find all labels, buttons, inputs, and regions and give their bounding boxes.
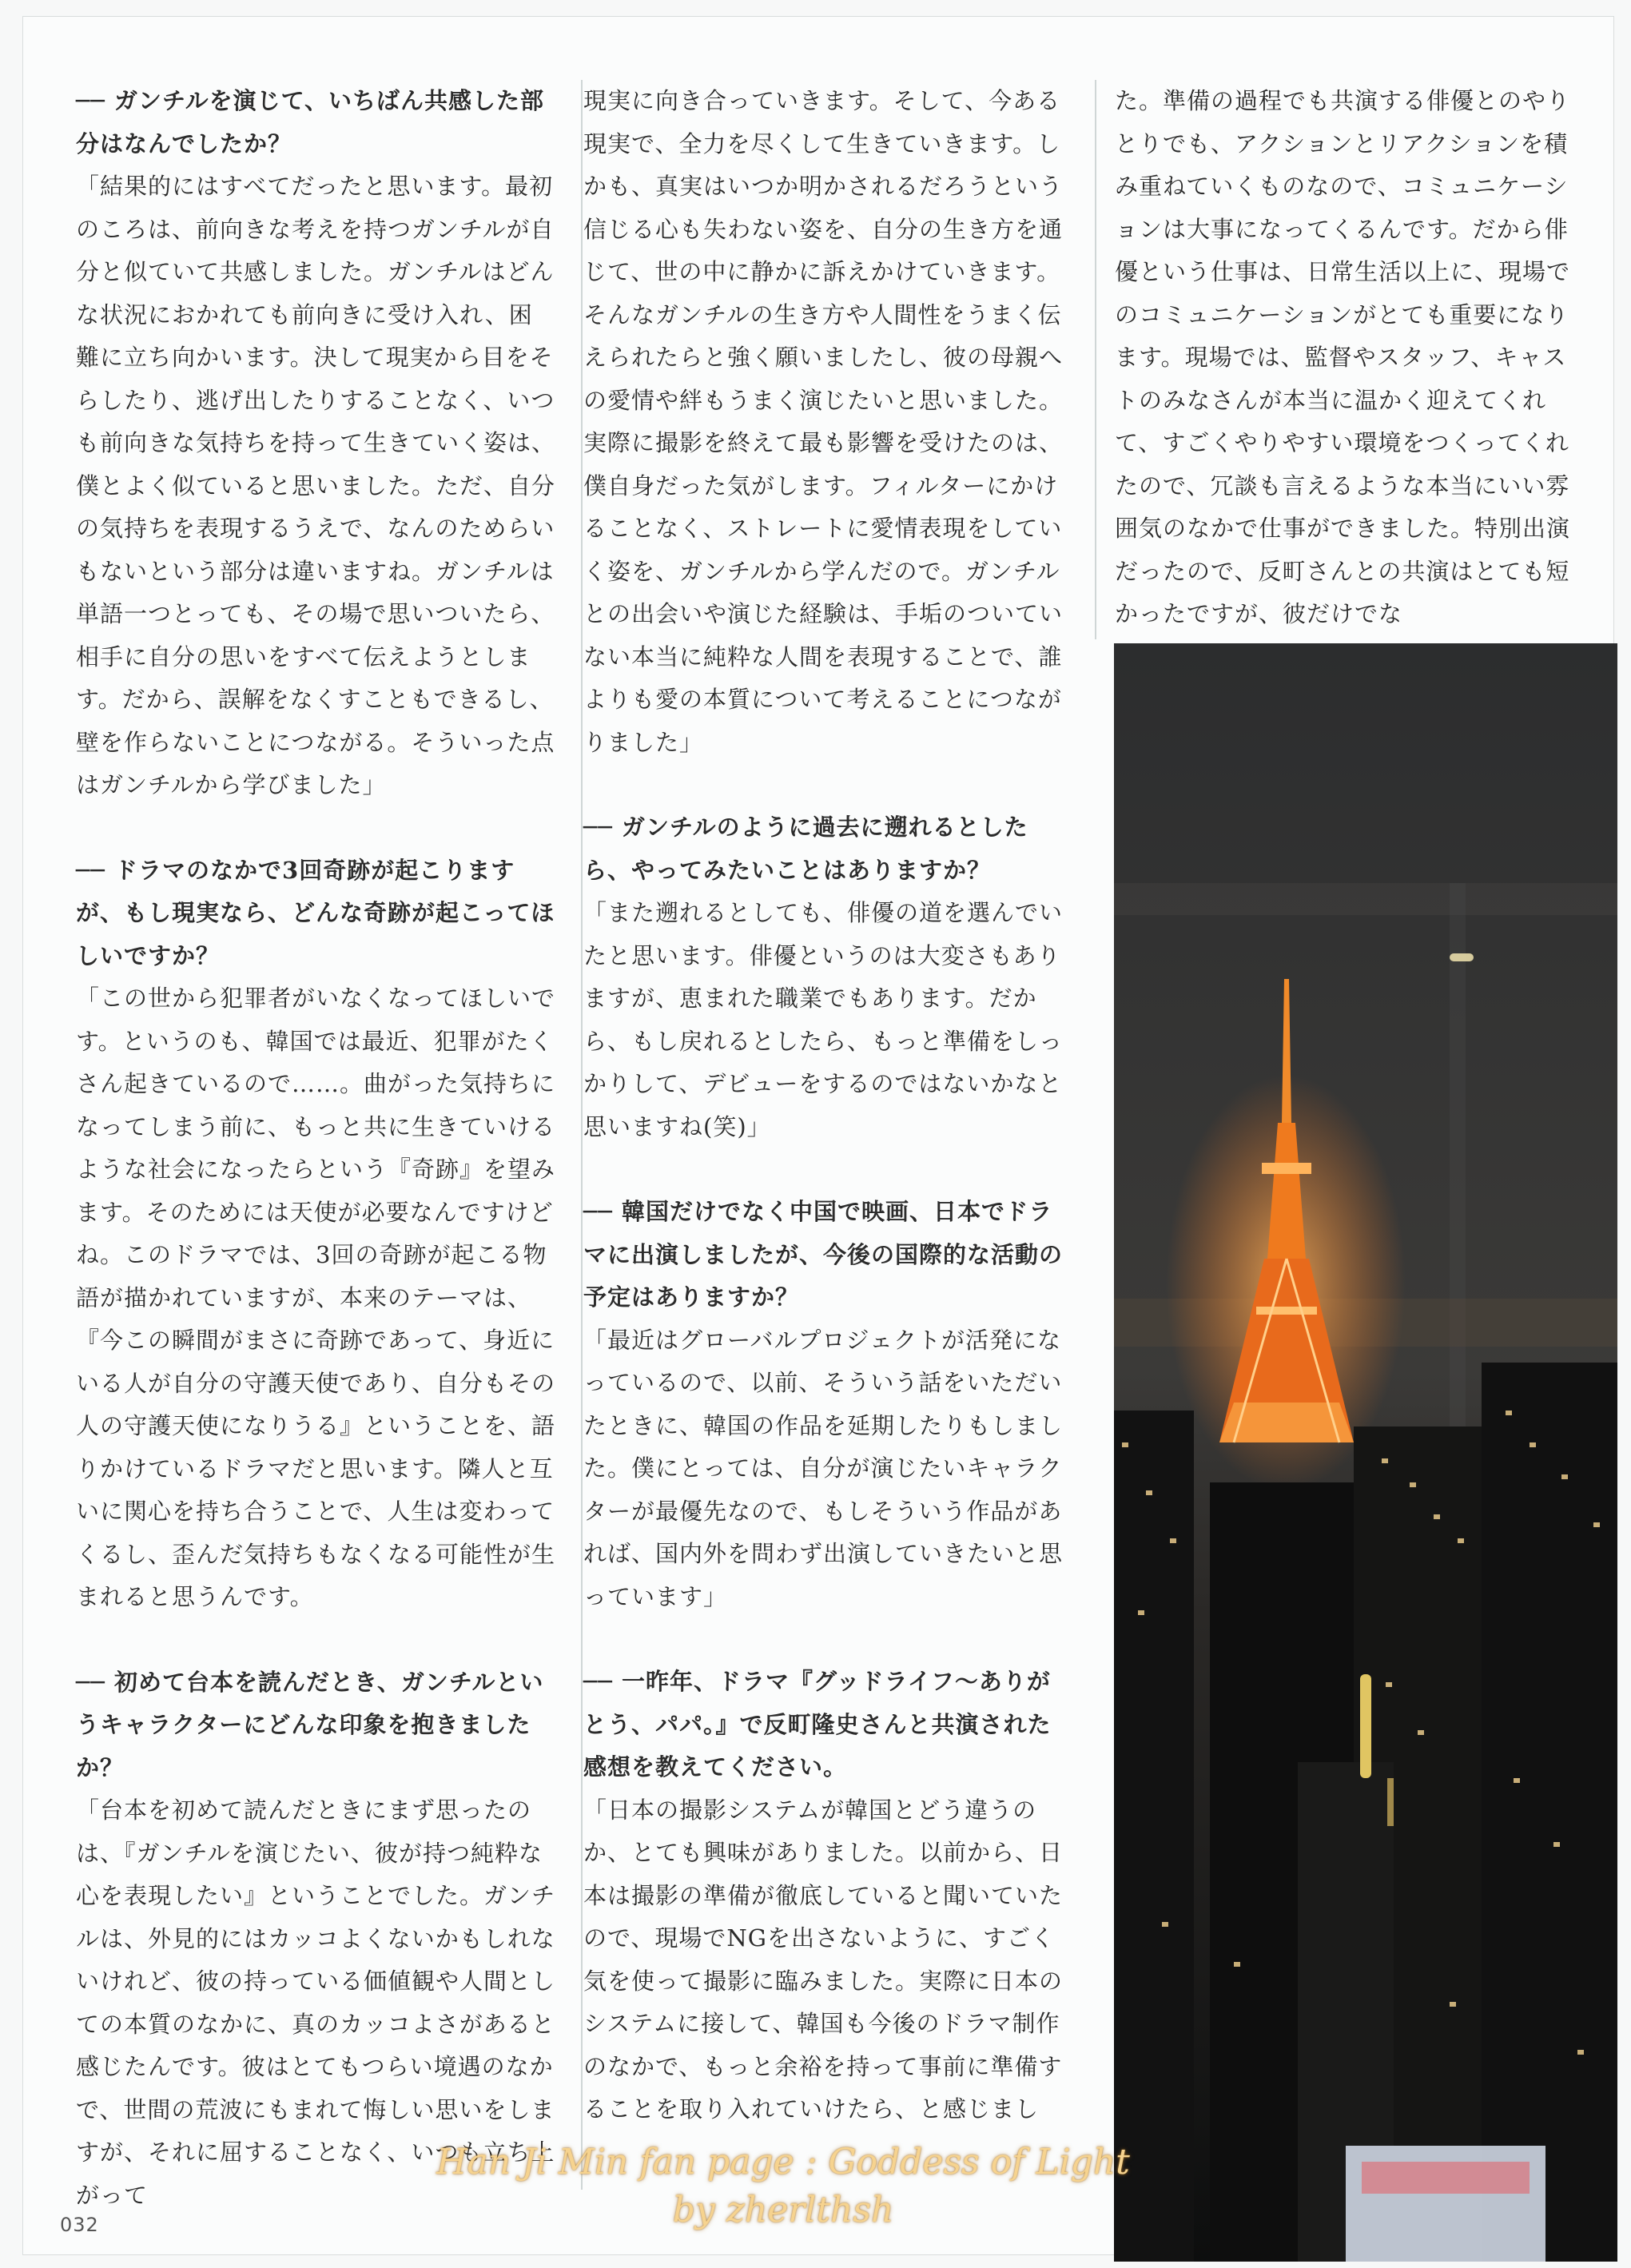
question-heading: ── ガンチルのように過去に遡れるとしたら、やってみたいことはありますか？ [583,814,1028,884]
night-cityscape-illustration [1114,643,1617,2262]
answer-paragraph: 「この世から犯罪者がいなくなってほしいです。というのも、韓国では最近、犯罪がたくさん起きているので……。曲がった気持ちになってしまう前に、もっと共に生きていけるような社会になったらという『奇跡』を望みます。そのためには天使が必要なんですけどね。このドラマでは、3回の奇跡が起こる物語が描かれていますが、本来のテーマは、『今この瞬間がまさに奇跡であって、身近にいる人が自分の守護天使であり、自分もその人の守護天使になりうる』ということを、語りかけているドラマだと思います。隣人と互いに関心を持ち合うことで、人生は変わってくるし、歪んだ気持ちもなくなる可能性が生まれると思うんです。 [76,985,556,1610]
light-streak [1360,1674,1371,1778]
answer-paragraph: 「最近はグローバルプロジェクトが活発になっているので、以前、そういう話をいただいたときに、韓国の作品を延期したりもしました。僕にとっては、自分が演じたいキャラクターが最優先なので、もしそういう作品があれば、国内外を問わず出演していきたいと思っています」 [583,1326,1064,1610]
question-heading: ── 一昨年、ドラマ『グッドライフ〜ありがとう、パパ。』で反町隆史さんと共演された感想を教えてください。 [583,1668,1052,1781]
city-buildings [1114,1363,1617,2262]
text-column-1 [76,80,555,2217]
answer-paragraph: た。準備の過程でも共演する俳優とのやりとりでも、アクションとリアクションを積み重ねていくものなので、コミュニケーションは大事になってくるんです。だから俳優という仕事は、日常生活以上に、現場でのコミュニケーションがとても重要になります。現場では、監督やスタッフ、キャストのみなさんが本当に温かく迎えてくれて、すごくやりやすい環境をつくってくれたので、冗談も言えるような本当にいい雰囲気のなかで仕事ができました。特別出演だったので、反町さんとの共演はとても短かったですが、彼だけでな [1115,87,1571,627]
answer-paragraph: 現実に向き合っていきます。そして、今ある現実で、全力を尽くして生きていきます。しかも、真実はいつか明かされるだろうという信じる心も失わない姿を、自分の生き方を通じて、世の中に静かに訴えかけていきます。そんなガンチルの生き方や人間性をうまく伝えられたらと強く願いましたし、彼の母親への愛情や絆もうまく演じたいと思いました。実際に撮影を終えて最も影響を受けたのは、僕自身だった気がします。フィルターにかけることなく、ストレートに愛情表現をしていく姿を、ガンチルから学んだので。ガンチルとの出会いや演じた経験は、手垢のついていない本当に純粋な人間を表現することで、誰よりも愛の本質について考えることにつながりました」 [583,87,1064,756]
answer-paragraph: 「台本を初めて読んだときにまず思ったのは、『ガンチルを演じたい、彼が持つ純粋な心を表現したい』ということでした。ガンチルは、外見的にはカッコよくないかもしれないけれど、彼の持っている価値観や人間としての本質のなかに、真のカッコよさがあると感じたんです。彼はとてもつらい境遇のなかで、世間の荒波にもまれて悔しい思いをしますが、それに屈することなく、いつも立ち上がって [76,1796,556,2209]
question-heading: ── ガンチルを演じて、いちばん共感した部分はなんでしたか？ [76,87,544,157]
answer-paragraph: 「結果的にはすべてだったと思います。最初のころは、前向きな考えを持つガンチルが自分と似ていて共感しました。ガンチルはどんな状況におかれても前向きに受け入れ、困難に立ち向かいます。決して現実から目をそらしたり、逃げ出したりすることなく、いつも前向きな気持ちを持って生きていく姿は、僕とよく似ていると思いました。ただ、自分の気持ちを表現するうえで、なんのためらいもないという部分は違いますね。ガンチルは単語一つとっても、その場で思いついたら、相手に自分の思いをすべて伝えようとします。だから、誤解をなくすこともできるし、壁を作らないことにつながる。そういった点はガンチルから学びました」 [76,173,556,798]
question-heading: ── 韓国だけでなく中国で映画、日本でドラマに出演しましたが、今後の国際的な活動の予定はありますか？ [583,1198,1064,1311]
column-divider [581,80,583,2190]
tokyo-tower-night-photo [1114,643,1617,2262]
question-heading: ── 初めて台本を読んだとき、ガンチルというキャラクターにどんな印象を抱きましたか？ [76,1668,544,1781]
watermark-line-2: by zherlthsh [672,2190,894,2230]
answer-paragraph: 「日本の撮影システムが韓国とどう違うのか、とても興味がありました。以前から、日本は撮影の準備が徹底していると聞いていたので、現場でNGを出さないように、すごく気を使って撮影に臨みました。実際に日本のシステムに接して、韓国も今後のドラマ制作のなかで、もっと余裕を持って事前に準備することを取り入れていけたら、と感じまし [583,1796,1064,2123]
light-reflection [1450,953,1474,961]
watermark-line-1: Han Ji Min fan page : Goddess of Light [436,2142,1130,2182]
column-divider [1095,80,1096,639]
answer-paragraph: 「また遡れるとしても、俳優の道を選んでいたと思います。俳優というのは大変さもありますが、恵まれた職業でもあります。だから、もし戻れるとしたら、もっと準備をしっかりして、デビューをするのではないかなと思いますね(笑)」 [583,899,1064,1140]
text-column-2 [583,80,1063,2131]
question-heading: ── ドラマのなかで3回奇跡が起こりますが、もし現実なら、どんな奇跡が起こってほしいですか？ [76,856,555,969]
page-number: 032 [60,2214,99,2236]
text-column-3 [1115,80,1586,636]
